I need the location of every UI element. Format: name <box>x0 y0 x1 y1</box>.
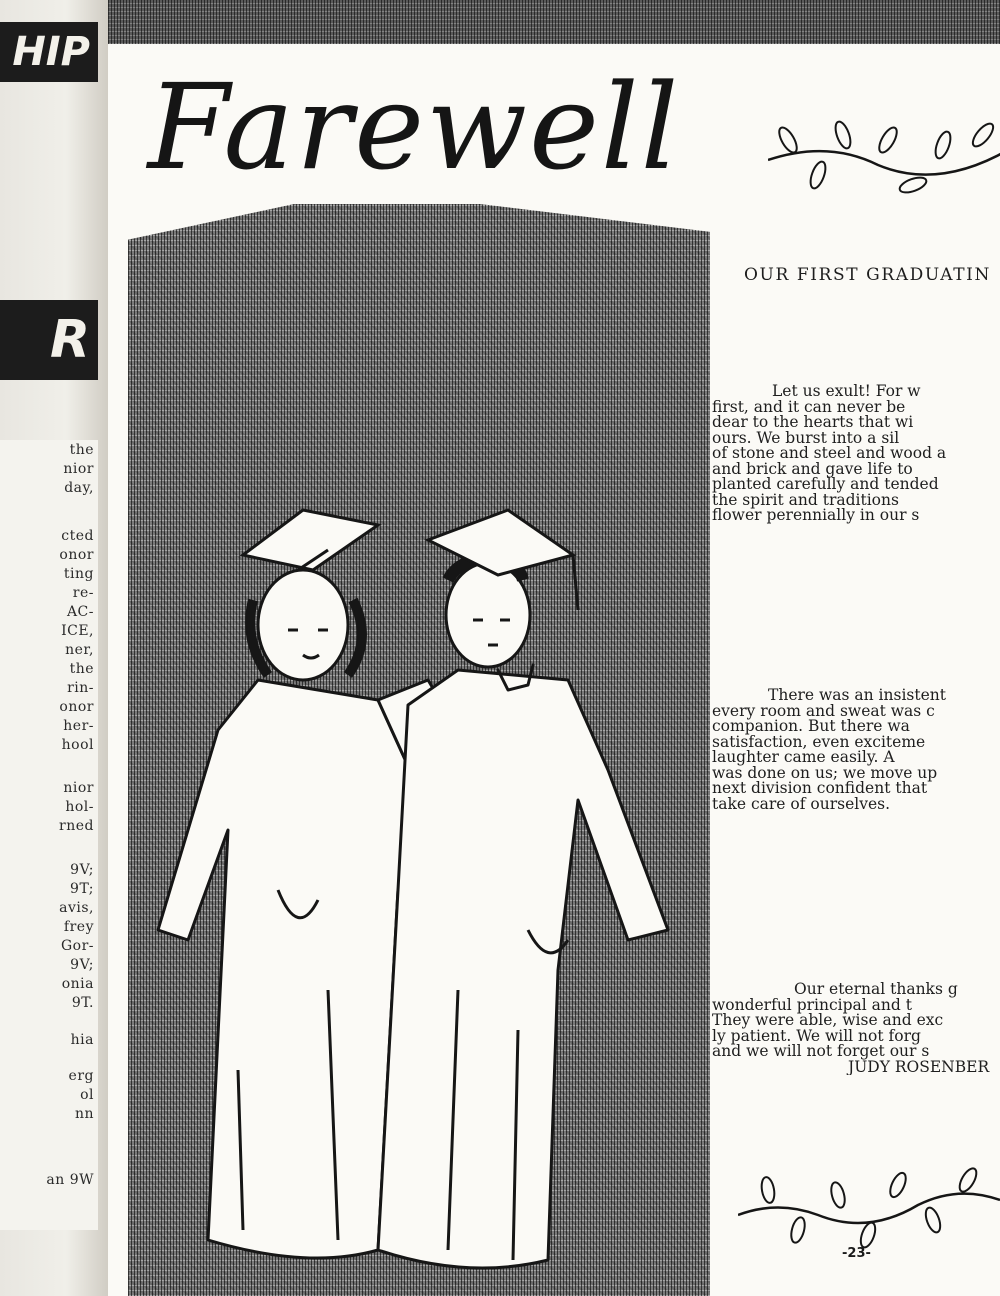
text-line: wonderful principal and t <box>712 995 912 1014</box>
fragment-line: AC- <box>66 604 94 620</box>
fragment-line: hool <box>61 737 94 753</box>
text-line: flower perennially in our s <box>712 506 920 524</box>
text-line: ours. We burst into a sil <box>712 428 900 447</box>
fragment-line: frey <box>63 919 94 935</box>
top-texture-band <box>108 0 1000 44</box>
fragment-line: 9T; <box>70 881 94 897</box>
paragraph-insistent <box>712 688 1000 812</box>
text-line: of stone and steel and wood a <box>712 444 947 462</box>
text-line: take care of ourselves. <box>712 794 891 812</box>
fragment-line: 9V; <box>70 957 94 973</box>
text-line: dear to the hearts that wi <box>712 413 914 431</box>
previous-page-text-column <box>0 440 98 1230</box>
text-line: next division confident that <box>712 779 928 797</box>
vine-ornament-bottom <box>738 1160 1000 1250</box>
vine-ornament-top <box>768 110 1000 200</box>
text-line: Let us exult! For w <box>772 384 921 400</box>
text-line: laughter came easily. A <box>712 748 895 766</box>
fragment-line: the <box>69 442 94 458</box>
fragment-line: an 9W <box>46 1172 94 1188</box>
fragment-line: onia <box>61 976 94 992</box>
fragment-line: her- <box>63 718 94 734</box>
yearbook-page <box>108 0 1000 1296</box>
text-line: and we will not forget our s <box>712 1042 930 1060</box>
page-number: -23- <box>842 1246 871 1261</box>
text-line: and brick and gave life to <box>712 459 913 478</box>
fragment-line: Gor- <box>60 938 94 954</box>
fragment-line: ner, <box>65 642 94 658</box>
fragment-line: nior <box>63 780 94 796</box>
page-title: Farewell <box>147 58 681 196</box>
text-line: every room and sweat was c <box>712 701 935 720</box>
text-line: ly patient. We will not forg <box>712 1026 921 1045</box>
paragraph-thanks <box>712 982 1000 1075</box>
fragment-line: 9T. <box>71 995 94 1011</box>
fragment-line: nior <box>63 461 94 477</box>
text-line: companion. But there wa <box>712 717 910 735</box>
fragment-line: rned <box>59 818 94 834</box>
fragment-line: rin- <box>67 680 94 696</box>
text-line: satisfaction, even exciteme <box>712 732 926 751</box>
fragment-line: 9V; <box>70 862 94 878</box>
previous-page-edge <box>0 0 112 1296</box>
fragment-line: hia <box>70 1032 94 1048</box>
text-line: was done on us; we move up <box>712 763 938 782</box>
text-line: There was an insistent <box>768 688 946 704</box>
fragment-line: onor <box>59 699 94 715</box>
fragment-line: ICE, <box>61 623 94 639</box>
text-line: first, and it can never be <box>712 397 906 416</box>
fragment-line: avis, <box>59 900 94 916</box>
fragment-line: nn <box>74 1106 94 1122</box>
text-line: They were able, wise and exc <box>712 1011 944 1029</box>
fragment-line: cted <box>61 528 94 544</box>
section-tab-middle: R <box>0 300 98 380</box>
fragment-line: hol- <box>65 799 94 815</box>
section-heading: OUR FIRST GRADUATIN <box>744 265 991 285</box>
fragment-line: day, <box>64 480 94 496</box>
section-tab-top: HIP <box>0 22 98 82</box>
fragment-line: erg <box>68 1068 94 1084</box>
text-line: Our eternal thanks g <box>794 982 958 998</box>
paragraph-exult <box>712 384 1000 524</box>
text-line: the spirit and traditions <box>712 490 899 509</box>
graduates-illustration <box>128 470 708 1296</box>
fragment-line: the <box>69 661 94 677</box>
fragment-line: re- <box>72 585 94 601</box>
fragment-line: ol <box>80 1087 94 1103</box>
author-signature: JUDY ROSENBER <box>848 1057 990 1075</box>
fragment-line: ting <box>63 566 94 582</box>
fragment-line: onor <box>59 547 94 563</box>
text-line: planted carefully and tended <box>712 475 939 493</box>
